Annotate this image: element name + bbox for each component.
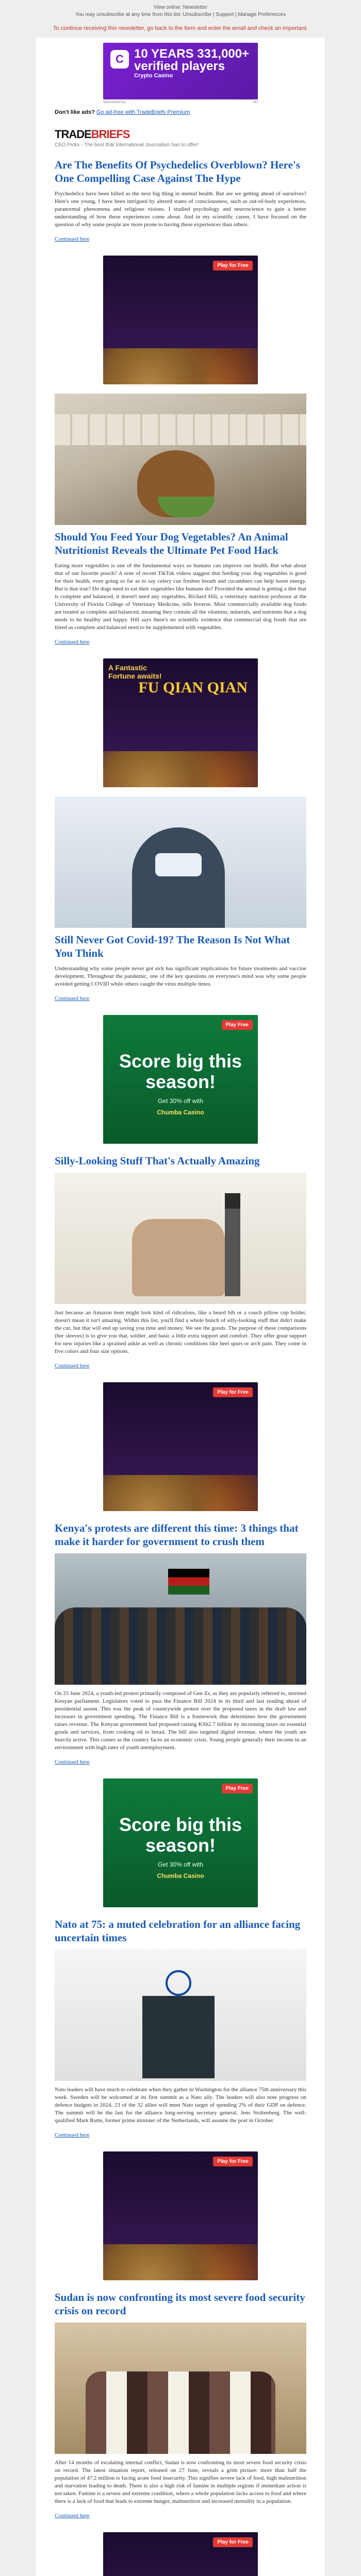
- ad-brand: Chumba Casino: [157, 1109, 204, 1116]
- green-ad[interactable]: [36, 1010, 325, 1147]
- play-free-button[interactable]: Play for Free: [213, 2157, 253, 2166]
- casino-ad-banner[interactable]: [103, 2532, 258, 2576]
- article-image[interactable]: [55, 394, 306, 525]
- coins-graphic: [103, 2244, 258, 2280]
- casino-tagline: A Fantastic Fortune awaits!: [108, 664, 162, 680]
- ad-offer: Get 30% off with: [158, 1097, 203, 1105]
- ad-sponsor-line: [103, 100, 258, 104]
- casino-ad-banner[interactable]: [103, 1382, 258, 1511]
- continue-notice: To continue receiving this newsletter, go back to the form and enter the email and check an important.: [0, 22, 361, 38]
- article-title[interactable]: Sudan is now confronting its most severe food security crisis on record: [55, 2291, 305, 2317]
- article-image[interactable]: [55, 796, 306, 928]
- top-ad-headline: 10 YEARS 331,000+ verified players: [134, 47, 250, 73]
- casino-ad[interactable]: [36, 653, 325, 790]
- article-body: On 25 June 2024, a youth-led protest primarily composed of Gen Zs, as they are popularly referred to, stormed Kenyan parliament. Legislators voted to pass the Finance Bill 2024 in its third and last reading ahead of presidential assent. This was the peak of countrywide protest over the proposed taxes in the draft law and increases in government spending. The Finance Bill is a framework that determines how the government raises revenue. The Kenyan government had proposed raising KSh2.7 billion by increasing taxes on essential goods and services, from cooking oil to bread. The bill also targeted digital revenue, where the youth are heavily active. This comes as the country faces an economic crisis. Young people generally their income in an environment with high rates of youth unemployment.: [55, 1690, 306, 1751]
- ad-offer: Get 30% off with: [158, 1861, 203, 1868]
- sponsor-label: Sponsored by: [103, 100, 126, 104]
- article-title[interactable]: Should You Feed Your Dog Vegetables? An Animal Nutritionist Reveals the Ultimate Pet Food Hack: [55, 531, 288, 556]
- article: [36, 1910, 325, 2146]
- article-body: Eating more vegetables is one of the fundamental ways so humans can improve our health. But what about that of our favorite pooch? A note of recent TikTok videos suggest that feeding your dog vegetables is good for their health, even going so far as to say celery can freshen breath and cucumbers can help boost energy. But is that true? Do dogs need to eat their vegetables like humans do? Provided the animal is getting a diet that is complete and balanced, it doesn't need any vegetables, Richard Hill, a veterinary nutrition professor at the University of Florida College of Veterinary Medicine, tells Inverse. Most commercially available dog foods are treated as complete and balanced, meaning they contain all the vitamins, minerals, and nutrients that a dog needs to be healthy and happy. Hill says there's no scientific evidence that commercial dog foods that are listed as complete and balanced need to be supplemented with vegetables.: [55, 563, 306, 631]
- casino-ad[interactable]: [36, 2146, 325, 2283]
- adfree-question: Don't like ads?: [55, 109, 95, 115]
- green-ad[interactable]: [36, 1773, 325, 1910]
- continued-link[interactable]: Continued here: [55, 2132, 90, 2138]
- newsletter-body: [36, 38, 325, 2576]
- continued-link[interactable]: Continued here: [55, 2513, 90, 2519]
- play-free-button[interactable]: Play Free: [222, 1784, 253, 1793]
- article-image[interactable]: [55, 2323, 306, 2454]
- article: [36, 790, 325, 1010]
- kenya-flag: [168, 1569, 209, 1595]
- adfree-link[interactable]: Go ad-free with TradeBriefs Premium: [96, 109, 190, 115]
- casino-logo-icon: C: [110, 50, 129, 69]
- play-free-button[interactable]: Play Free: [222, 1020, 253, 1030]
- casino-ad-banner[interactable]: [103, 256, 258, 384]
- masthead-tagline: CEO Picks - The best that international Journalism has to offer!: [55, 142, 199, 148]
- preheader: [0, 0, 361, 22]
- coins-graphic: [103, 1475, 258, 1511]
- view-online-link[interactable]: View online: Newsletter: [154, 5, 207, 10]
- article-image[interactable]: [55, 1173, 306, 1304]
- play-free-button[interactable]: Play for Free: [213, 2537, 253, 2547]
- ad-score-headline: Score big this season!: [119, 1814, 242, 1856]
- nato-logo: [166, 1970, 191, 1996]
- play-free-button[interactable]: Play for Free: [213, 1387, 253, 1397]
- top-ad-banner[interactable]: [103, 43, 258, 99]
- article-title[interactable]: Kenya's protests are different this time: 3 things that make it harder for government to crush them: [55, 1522, 299, 1548]
- casino-ad[interactable]: [36, 250, 325, 387]
- article-image[interactable]: [55, 1950, 306, 2081]
- adfree-promo: [36, 107, 325, 123]
- continued-link[interactable]: Continued here: [55, 1363, 90, 1369]
- continued-link[interactable]: Continued here: [55, 1759, 90, 1765]
- continued-link[interactable]: Continued here: [55, 236, 90, 242]
- article: [36, 151, 325, 250]
- article-title[interactable]: Silly-Looking Stuff That's Actually Amazing: [55, 1155, 260, 1167]
- article-image[interactable]: [55, 1553, 306, 1685]
- top-ad-sub: Crypto Casino: [134, 73, 173, 79]
- casino-ad[interactable]: [36, 2527, 325, 2576]
- article-body: Psychedelics have been billed as the next big thing in mental health. But are we getting ahead of ourselves? Here's one young. I have been intrigued by altered states of consciousness, such as out-of-body experiences, paranormal phenomena and religious visions. I studied psychology and neuroscience to gain a better understanding of how these experiences come about. And in my scientific career, I have focused on the question of why some people are more prone to having these experiences than others.: [55, 191, 306, 228]
- ad-tag: AD: [253, 100, 258, 104]
- article: [36, 387, 325, 653]
- casino-ad-banner[interactable]: [103, 658, 258, 787]
- article-body: Nato leaders will have much to celebrate when they gather in Washington for the alliance 75th anniversary this week. Sweden will be welcomed at its first summit as a Nato ally. The leaders will also note progress on defence budgets in 2024, 23 of the 32 allies will meet Nato target of spending 2% of their GDP on defence. The summit will be the last for the alliance long-serving secretary general, Jens Stoltenberg. The well-qualified Mark Rutte, former prime minister of the Netherlands, will assume the post in October.: [55, 2087, 306, 2124]
- article-body: Just because an Amazon item might look kind of ridiculous, like a beard bib or a couch pillow cup holder, doesn't mean it isn't amazing. Within this list, you'll find a whole bunch of silly-looking stuff that didn't make the cut, but that will end up saving you time and money. We see the goods. The purpose of these comparisons (her sleeves) is to give you that, soldier, and basic a little extra support and comfort. They offer great support for new injuries like a sprained ankle as well as chronic conditions like heel spurs or arch pain. They come in five colors and four size options.: [55, 1310, 306, 1354]
- coins-graphic: [103, 751, 258, 787]
- green-ad-banner[interactable]: [103, 1778, 258, 1907]
- article: [36, 2283, 325, 2527]
- article: [36, 1514, 325, 1773]
- ad-brand: Chumba Casino: [157, 1872, 204, 1879]
- ad-score-headline: Score big this season!: [119, 1050, 242, 1092]
- article-title[interactable]: Still Never Got Covid-19? The Reason Is Not What You Think: [55, 934, 290, 959]
- casino-title: FU QIAN QIAN: [138, 679, 248, 696]
- article-title[interactable]: Nato at 75: a muted celebration for an alliance facing uncertain times: [55, 1918, 301, 1944]
- continued-link[interactable]: Continued here: [55, 639, 90, 645]
- casino-ad[interactable]: [36, 1377, 325, 1514]
- article: [36, 1147, 325, 1377]
- coins-graphic: [103, 348, 258, 384]
- article-body: After 14 months of escalating internal conflict, Sudan is now confronting its most severe food security crisis on record. The latest situation report, released on 27 June, reveals a grim picture: more than half the population of 47.2 million is facing acute food insecurity. This signifies severe lack of food, high malnutrition and starvation leading to death. There is also a high risk of famine in multiple regions if immediate action is not taken. Famine is a severe and extreme condition, where a whole population lacks access to food and where there is a lack of food that leads to extreme hunger, malnutrition and increased mortality in a population.: [55, 2460, 306, 2504]
- masthead: [36, 123, 325, 151]
- green-ad-banner[interactable]: [103, 1015, 258, 1144]
- top-ad[interactable]: [36, 38, 325, 107]
- casino-ad-banner[interactable]: [103, 2151, 258, 2280]
- unsubscribe-line[interactable]: You may unsubscribe at any time from this list: Unsubscribe | Support | Manage Preferences: [75, 12, 286, 18]
- play-free-button[interactable]: Play for Free: [213, 261, 253, 270]
- continued-link[interactable]: Continued here: [55, 995, 90, 1002]
- article-body: Understanding why some people never got sick has significant implications for future treatments and vaccine development. Throughout the pandemic, one of the key questions on everyone's mind was why some people avoided getting COVID while others caught the virus multiple times.: [55, 965, 306, 987]
- article-title[interactable]: Are The Benefits Of Psychedelics Overblown? Here's One Compelling Case Against The Hype: [55, 159, 300, 184]
- tradebriefs-logo[interactable]: TRADEBRIEFS: [55, 128, 130, 141]
